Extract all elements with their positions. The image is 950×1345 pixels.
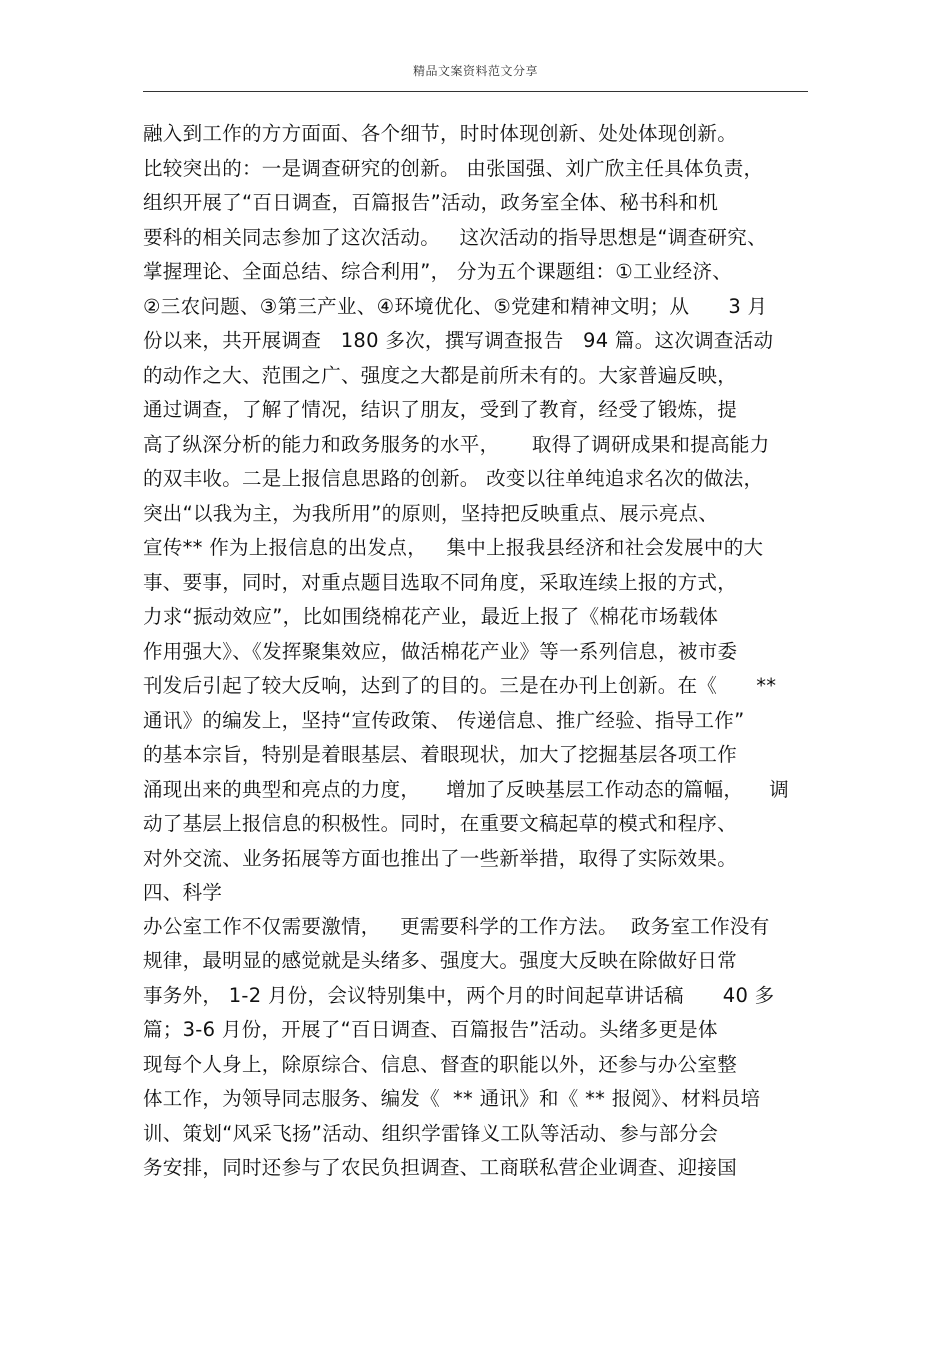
text-line: 体工作，为领导同志服务、编发《 ** 通讯》和《 ** 报阅》、材料员培 xyxy=(143,1087,761,1110)
text-line: 掌握理论、全面总结、综合利用”， 分为五个课题组：①工业经济、 xyxy=(143,260,733,283)
text-line: 作用强大》、《发挥聚集效应，做活棉花产业》等一系列信息，被市委 xyxy=(143,639,738,663)
text-line: 突出“以我为主，为我所用”的原则，坚持把反映重点、展示亮点、 xyxy=(143,501,719,525)
text-line: 办公室工作不仅需要激情， 更需要科学的工作方法。 政务室工作没有 xyxy=(143,914,770,938)
text-line: 组织开展了“百日调查，百篇报告”活动，政务室全体、秘书科和机 xyxy=(143,191,719,214)
text-line: 份以来，共开展调查 180 多次，撰写调查报告 94 篇。这次调查活动 xyxy=(143,329,774,352)
text-line: 的基本宗旨，特别是着眼基层、着眼现状，加大了挖掘基层各项工作 xyxy=(143,743,738,766)
text-line: ②三农问题、③第三产业、④环境优化、⑤党建和精神文明；从 3 月 xyxy=(143,294,768,318)
text-line: 规律，最明显的感觉就是头绪多、强度大。强度大反映在除做好日常 xyxy=(143,949,738,972)
text-line: 的动作之大、范围之广、强度之大都是前所未有的。大家普遍反映， xyxy=(143,363,738,387)
text-line: 训、策划“风采飞扬”活动、组织学雷锋义工队等活动、参与部分会 xyxy=(143,1121,719,1145)
text-line: 通讯》的编发上，坚持“宣传政策、 传递信息、推广经验、指导工作” xyxy=(143,708,745,732)
text-line: 融入到工作的方方面面、各个细节，时时体现创新、处处体现创新。 xyxy=(143,122,738,145)
text-line: 动了基层上报信息的积极性。同时，在重要文稿起草的模式和程序、 xyxy=(143,812,738,835)
header-divider xyxy=(143,91,808,92)
text-line: 对外交流、业务拓展等方面也推出了一些新举措，取得了实际效果。 xyxy=(143,846,738,870)
text-line: 通过调查，了解了情况，结识了朋友，受到了教育，经受了锻炼，提 xyxy=(143,398,738,421)
text-line: 事务外， 1-2 月份，会议特别集中，两个月的时间起草讲话稿 40 多 xyxy=(143,983,775,1007)
document-body xyxy=(143,117,808,1186)
text-line: 要科的相关同志参加了这次活动。 这次活动的指导思想是“调查研究、 xyxy=(143,225,767,249)
section-heading: 四、科学 xyxy=(143,881,223,904)
page-header: 精品文案资料范文分享 xyxy=(412,64,538,78)
text-line: 的双丰收。二是上报信息思路的创新。 改变以往单纯追求名次的做法， xyxy=(143,467,764,490)
text-line: 比较突出的：一是调查研究的创新。 由张国强、刘广欣主任具体负责， xyxy=(143,156,764,180)
text-line: 篇；3-6 月份，开展了“百日调查、百篇报告”活动。头绪多更是体 xyxy=(143,1018,718,1041)
text-line: 高了纵深分析的能力和政务服务的水平， 取得了调研成果和提高能力 xyxy=(143,432,770,456)
text-line: 刊发后引起了较大反响，达到了的目的。三是在办刊上创新。在《 ** xyxy=(143,674,777,697)
text-line: 涌现出来的典型和亮点的力度， 增加了反映基层工作动态的篇幅， 调 xyxy=(143,777,789,801)
text-line: 现每个人身上，除原综合、信息、督查的职能以外，还参与办公室整 xyxy=(143,1052,738,1076)
text-line: 力求“振动效应”，比如围绕棉花产业，最近上报了《棉花市场载体 xyxy=(143,605,719,628)
text-line: 宣传** 作为上报信息的出发点， 集中上报我县经济和社会发展中的大 xyxy=(143,536,764,559)
text-line: 事、要事，同时，对重点题目选取不同角度，采取连续上报的方式， xyxy=(143,570,738,594)
text-line: 务安排，同时还参与了农民负担调查、工商联私营企业调查、迎接国 xyxy=(143,1156,738,1179)
